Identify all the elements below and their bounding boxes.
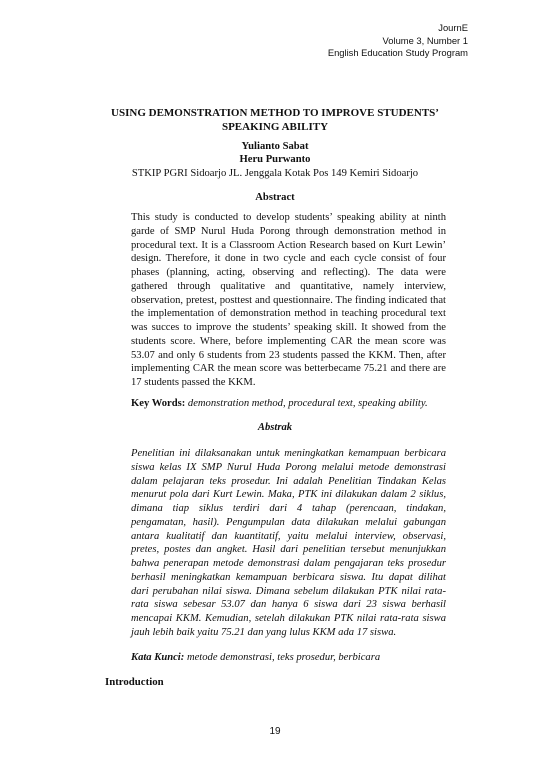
keywords-line bbox=[131, 397, 461, 410]
kata-kunci-value: metode demonstrasi, teks prosedur, berbicara bbox=[186, 652, 381, 663]
keywords-label: Key Words: bbox=[131, 398, 186, 409]
abstrak-text: Penelitian ini dilaksanakan untuk meningkatkan kemampuan berbicara siswa kelas IX SMP Nurul Huda Porong melalui metode demonstrasi dalam pelajaran teks prosedur. Ini adalah Penelitian Tindakan Kelas menurut pola dari Kurt Lewin. Maka, PTK ini dilakukan dalam 2 siklus, dimana tiap siklus terdiri dari 4 tahap (perencaan, tindakan, pengamatan, hasil). Pengumpulan data dilakukan melalui gabungan antara kualitatif dan kuantitatif, yaitu melalui interview, observasi, pretes, postes dan angket. Hasil dari penelitian tersebut menunjukkan bahwa penerapan metode demonstrasi dalam pengajaran teks prosedur berhasil meningkatkan kemampuan berbicara siswa. Itu dapat dilihat dari perubahan nilai siswa. Dimana sebelum dilakukan PTK nilai rata-rata siswa sebesar 53.07 dan hanya 6 siswa dari 23 siswa berhasil mencapai KKM. Kemudian, setelah dilakukan PTK nilai rata-rata siswa jauh lebih baik yaitu 75.21 dan yang lulus KKM ada 17 siswa. bbox=[131, 448, 446, 638]
abstract-text: This study is conducted to develop students’ speaking ability at ninth garde of SMP Nurul Huda Porong through demonstration method in procedural text. It is a Classroom Action Research based on Kurt Lewin’ design. Therefore, it done in two cycle and each cycle consist of four phases (planning, acting, observing and reflecting). The data were gathered through qualitative and quantitative, namely interview, observation, pretest, posttest and questionnaire. The finding indicated that the implementation of demonstration method in teaching procedural text was succes to improve the students’ speaking skill. It showed from the students score. Where, before implementing CAR the mean score was 53.07 and only 6 students from 23 students passed the KKM. Then, after implementing CAR the mean score was betterbecame 75.21 and there are 17 students passed the KKM. bbox=[131, 212, 446, 388]
page-number: 19 bbox=[269, 726, 281, 737]
author-block bbox=[110, 140, 440, 180]
title-line-2: SPEAKING ABILITY bbox=[221, 121, 329, 133]
kata-kunci-line bbox=[131, 651, 461, 664]
section-heading-introduction: Introduction bbox=[105, 676, 164, 688]
kata-kunci-label: Kata Kunci: bbox=[131, 652, 185, 663]
running-header bbox=[328, 22, 468, 60]
author-name: Heru Purwanto bbox=[239, 154, 311, 166]
author-name: Yulianto Sabat bbox=[241, 141, 309, 152]
journal-program: English Education Study Program bbox=[327, 47, 468, 59]
title-line-1: USING DEMONSTRATION METHOD TO IMPROVE STUDENTS’ bbox=[111, 107, 439, 119]
abstract-heading: Abstract bbox=[255, 192, 295, 203]
journal-name: JournE bbox=[438, 22, 468, 33]
paper-title bbox=[100, 106, 450, 134]
journal-volume: Volume 3, Number 1 bbox=[382, 34, 468, 46]
abstrak-heading: Abstrak bbox=[257, 422, 293, 433]
keywords-value: demonstration method, procedural text, speaking ability. bbox=[187, 398, 428, 409]
author-affiliation: STKIP PGRI Sidoarjo JL. Jenggala Kotak Pos 149 Kemiri Sidoarjo bbox=[131, 167, 419, 179]
